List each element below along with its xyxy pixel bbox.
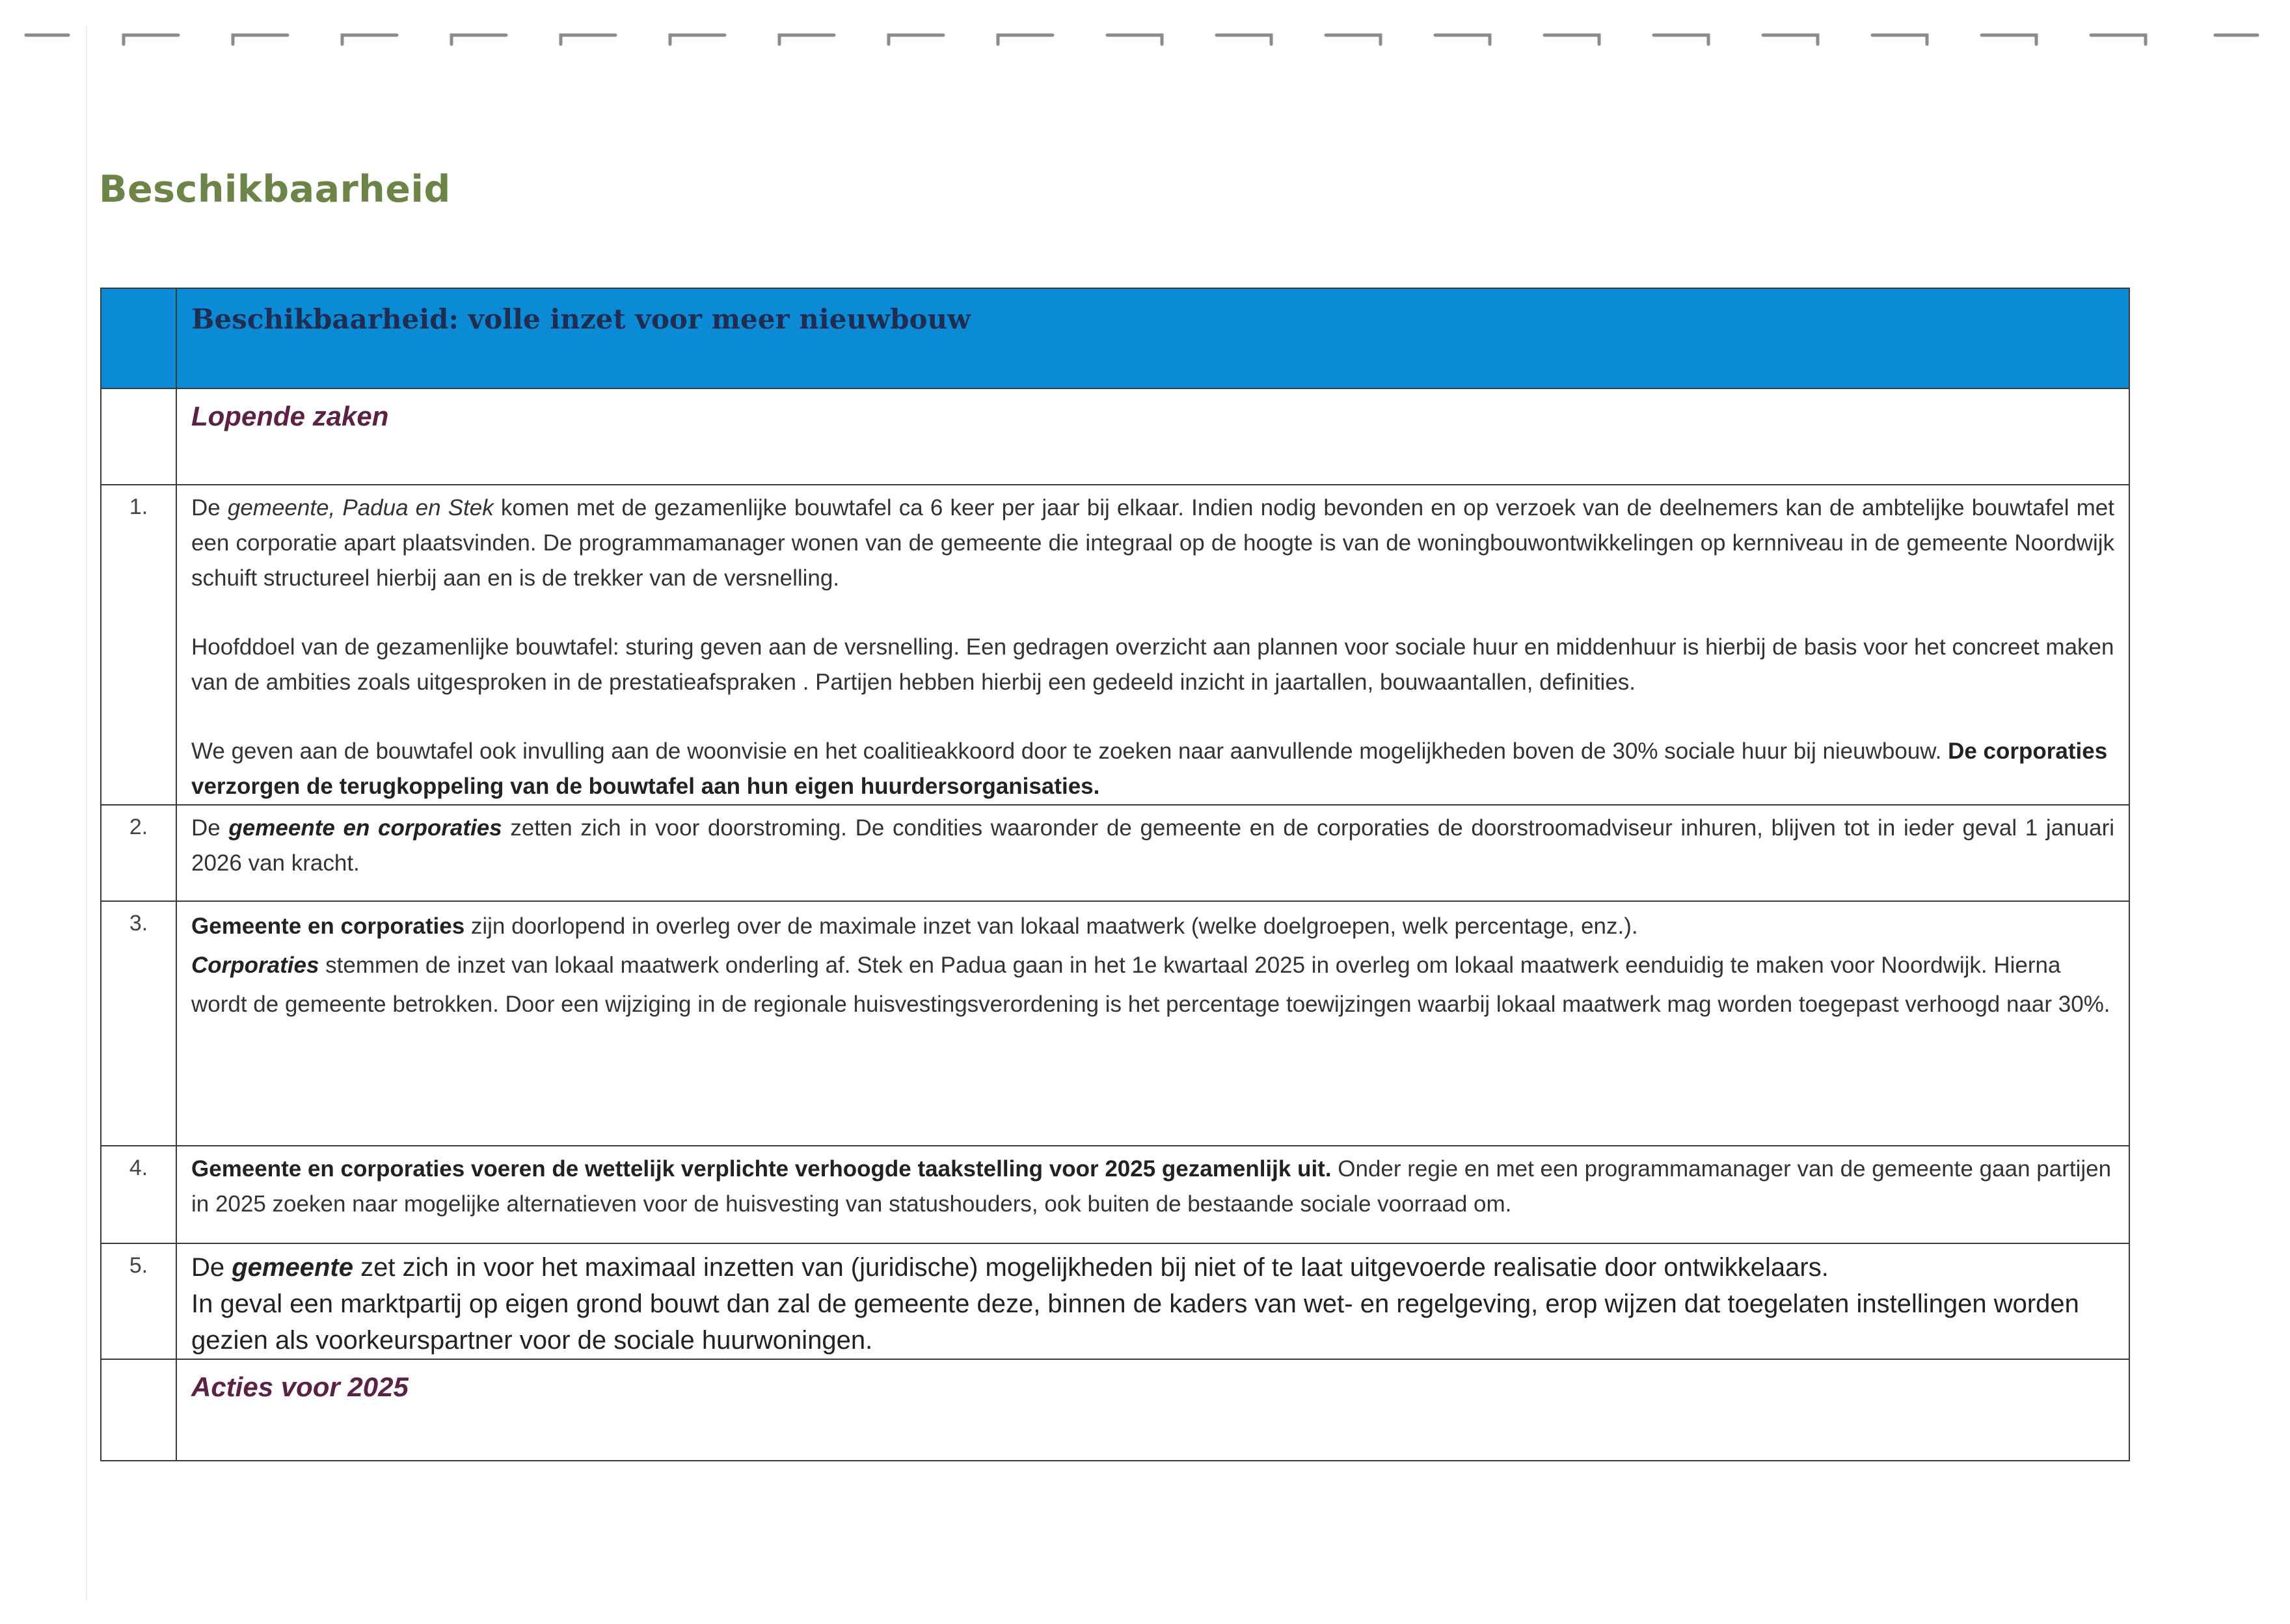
row-number: 3.	[129, 911, 148, 936]
binder-hole-mark	[1217, 35, 1271, 44]
binder-hole-mark	[889, 35, 943, 44]
table-row	[101, 1243, 2129, 1359]
row-number-cell	[101, 1243, 176, 1359]
text-run-bold: Gemeente en corporaties	[191, 914, 465, 939]
text-run: Onder regie en met een programmamanager van de gemeente gaan partijen in 2025 zoeken naar mogelijke alternatieven voor de huisvesting van statushouders, ook buiten de bestaande sociale voorraad om.	[191, 1156, 2112, 1217]
row-number-cell	[101, 901, 176, 1146]
item-1-paragraph-2: Hoofddoel van de gezamenlijke bouwtafel: sturing geven aan de versnelling. Een gedragen overzicht aan plannen voor sociale huur en middenhuur is hierbij de basis voor het concreet maken van de ambities zoals uitgesproken in de prestatieafspraken . Partijen hebben hierbij een gedeeld inzicht in jaartallen, bouwaantallen, definities.	[191, 634, 2114, 695]
item-1-paragraph-1	[191, 491, 2114, 596]
row-content-cell	[176, 1243, 2129, 1359]
text-run-bold: De corporaties verzorgen de terugkoppeling van de bouwtafel aan hun eigen huurdersorganisaties.	[191, 738, 2108, 799]
text-run-bold: Gemeente en corporaties voeren de wettelijk verplichte verhoogde taakstelling voor 2025 gezamenlijk uit.	[191, 1156, 1332, 1182]
table-row	[101, 485, 2129, 805]
text-run-bold-italic: gemeente en corporaties	[228, 815, 502, 841]
section-row-actions	[101, 1359, 2129, 1461]
binder-hole-mark	[670, 35, 725, 44]
row-number: 2.	[129, 815, 148, 839]
section-title-cell	[176, 1359, 2129, 1461]
binder-hole-mark	[1544, 35, 1599, 44]
text-run-bold-italic: Corporaties	[191, 953, 319, 978]
section-row-current	[101, 388, 2129, 485]
binder-hole-mark	[779, 35, 834, 44]
item-3-paragraph-2	[191, 946, 2114, 1024]
table-row	[101, 901, 2129, 1146]
row-content-cell	[176, 485, 2129, 805]
binder-hole-mark	[124, 35, 178, 44]
table-header-row	[101, 288, 2129, 388]
table-header-title: Beschikbaarheid: volle inzet voor meer nieuwbouw	[191, 303, 971, 335]
agreements-table	[100, 288, 2130, 1461]
section-number-cell	[101, 1359, 176, 1461]
binder-hole-mark	[451, 35, 506, 44]
item-1-paragraph-3	[191, 734, 2114, 804]
page-spine-line	[86, 26, 87, 1601]
text-run: komen met de gezamenlijke bouwtafel ca 6 keer per jaar bij elkaar. Indien nodig bevonden en op verzoek van de deelnemers kan de ambtelijke bouwtafel met een corporatie apart plaatsvinden. De programmamanager wonen van de gemeente die integraal op de hoogte is van de woningbouwontwikkelingen op kernniveau in de gemeente Noordwijk schuift structureel hierbij aan en is de trekker van de versnelling.	[191, 495, 2115, 591]
binder-hole-mark	[561, 35, 615, 44]
table-row	[101, 805, 2129, 901]
text-run: De	[191, 815, 229, 841]
text-run: zetten zich in voor doorstroming. De condities waaronder de gemeente en de corporaties de doorstroomadviseur inhuren, blijven tot in ieder geval 1 januari 2026 van kracht.	[191, 815, 2115, 876]
binder-holes	[0, 21, 2290, 60]
item-5-paragraph-2: In geval een marktpartij op eigen grond bouwt dan zal de gemeente deze, binnen de kaders van wet- en regelgeving, erop wijzen dat toegelaten instellingen worden gezien als voorkeurspartner voor de sociale huurwoningen.	[191, 1290, 2079, 1355]
text-run: De	[191, 1253, 232, 1282]
row-number: 4.	[129, 1156, 148, 1180]
item-5-paragraph-1	[191, 1249, 2114, 1286]
row-number: 5.	[129, 1253, 148, 1278]
row-number-cell	[101, 485, 176, 805]
table-row	[101, 1146, 2129, 1243]
binder-hole-mark	[1654, 35, 1708, 44]
text-run: We geven aan de bouwtafel ook invulling aan de woonvisie en het coalitieakkoord door te zoeken naar aanvullende mogelijkheden boven de 30% sociale huur bij nieuwbouw.	[191, 738, 1948, 764]
text-run-bold-italic: gemeente	[232, 1253, 353, 1282]
section-title-actions: Acties voor 2025	[191, 1372, 409, 1402]
section-title-current: Lopende zaken	[191, 401, 389, 431]
item-2-paragraph	[191, 811, 2114, 881]
section-title-cell	[176, 388, 2129, 485]
row-number-cell	[101, 1146, 176, 1243]
item-4-paragraph	[191, 1152, 2114, 1222]
text-run: zet zich in voor het maximaal inzetten van (juridische) mogelijkheden bij niet of te laat uitgevoerde realisatie door ontwikkelaars.	[353, 1253, 1829, 1282]
row-content-cell	[176, 805, 2129, 901]
page-heading: Beschikbaarheid	[99, 168, 451, 211]
row-number: 1.	[129, 494, 148, 519]
binder-hole-mark	[1982, 35, 2036, 44]
binder-hole-mark	[1872, 35, 1927, 44]
text-run: zijn doorlopend in overleg over de maximale inzet van lokaal maatwerk (welke doelgroepen, welk percentage, enz.).	[465, 914, 1638, 939]
binder-hole-mark	[1435, 35, 1490, 44]
binder-hole-mark	[1763, 35, 1818, 44]
header-number-cell	[101, 288, 176, 388]
binder-hole-mark	[1107, 35, 1162, 44]
row-number-cell	[101, 805, 176, 901]
binder-hole-mark	[1326, 35, 1381, 44]
row-content-cell	[176, 1146, 2129, 1243]
binder-hole-mark	[342, 35, 397, 44]
header-title-cell	[176, 288, 2129, 388]
binder-hole-mark	[2091, 35, 2146, 44]
text-run: De	[191, 495, 228, 521]
section-number-cell	[101, 388, 176, 485]
text-run: stemmen de inzet van lokaal maatwerk onderling af. Stek en Padua gaan in het 1e kwartaal 2025 in overleg om lokaal maatwerk eenduidig te maken voor Noordwijk. Hierna wordt de gemeente betrokken. Door een wijziging in de regionale huisvestingsverordening is het percentage toewijzingen waarbij lokaal maatwerk mag worden toegepast verhoogd naar 30%.	[191, 953, 2110, 1017]
row-content-cell	[176, 901, 2129, 1146]
text-run-italic: gemeente, Padua en Stek	[227, 495, 494, 521]
binder-hole-mark	[233, 35, 288, 44]
binder-hole-mark	[998, 35, 1053, 44]
item-3-paragraph-1	[191, 907, 2114, 946]
